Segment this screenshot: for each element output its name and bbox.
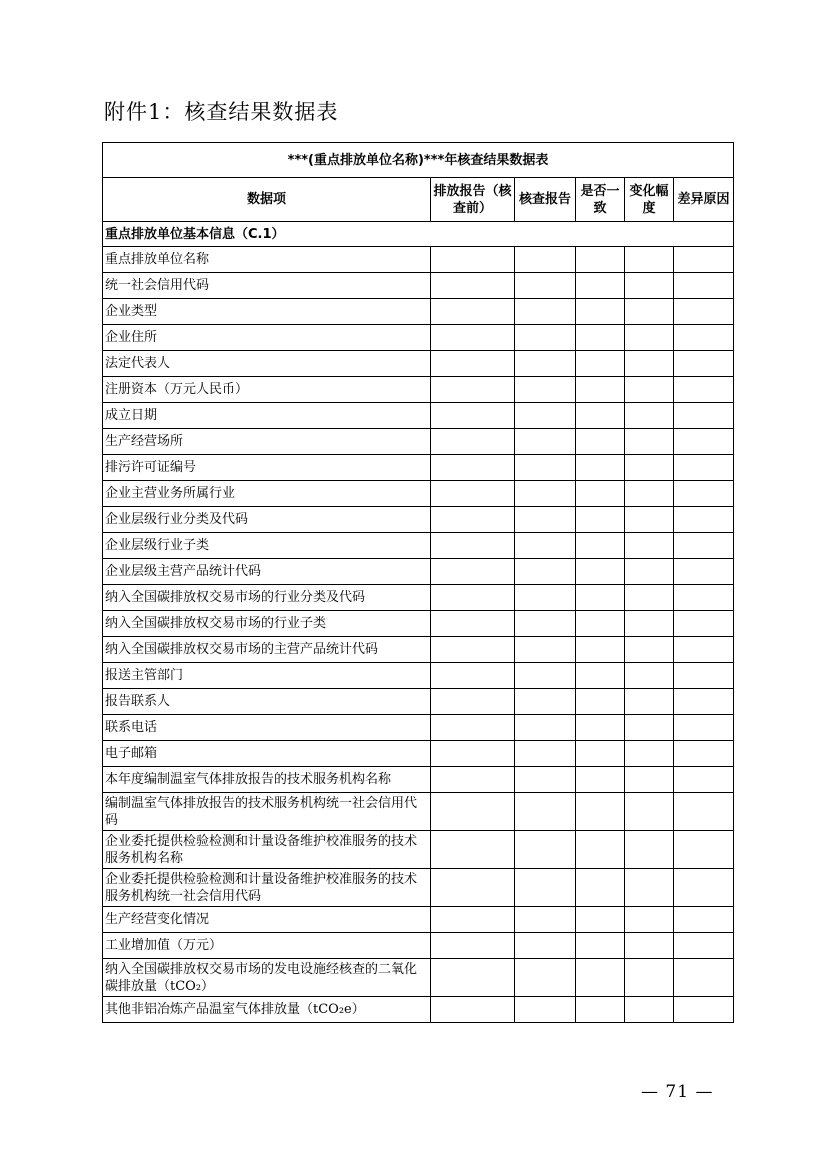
cell-check-report[interactable] — [515, 933, 576, 959]
table-row — [103, 637, 734, 663]
row-label: 纳入全国碳排放权交易市场的行业分类及代码 — [103, 585, 431, 611]
cell-consistent[interactable] — [576, 715, 625, 741]
cell-change[interactable] — [625, 767, 674, 793]
cell-reason[interactable] — [674, 273, 734, 299]
cell-reason[interactable] — [674, 933, 734, 959]
cell-report-before[interactable] — [431, 429, 515, 455]
cell-change[interactable] — [625, 715, 674, 741]
row-label: 排污许可证编号 — [103, 455, 431, 481]
table-row — [103, 611, 734, 637]
cell-report-before[interactable] — [431, 611, 515, 637]
table-row — [103, 715, 734, 741]
row-label: 其他非铝冶炼产品温室气体排放量（tCO₂e） — [103, 997, 431, 1023]
cell-reason[interactable] — [674, 907, 734, 933]
cell-check-report[interactable] — [515, 273, 576, 299]
cell-check-report[interactable] — [515, 585, 576, 611]
row-label: 报告联系人 — [103, 689, 431, 715]
cell-consistent[interactable] — [576, 689, 625, 715]
cell-reason[interactable] — [674, 585, 734, 611]
cell-check-report[interactable] — [515, 403, 576, 429]
row-label: 生产经营变化情况 — [103, 907, 431, 933]
cell-consistent[interactable] — [576, 663, 625, 689]
cell-change[interactable] — [625, 793, 674, 831]
cell-reason[interactable] — [674, 869, 734, 907]
row-label: 企业委托提供检验检测和计量设备维护校准服务的技术服务机构名称 — [103, 831, 431, 869]
table-row — [103, 481, 734, 507]
cell-consistent[interactable] — [576, 481, 625, 507]
cell-check-report[interactable] — [515, 663, 576, 689]
header-check-report: 核查报告 — [515, 178, 576, 222]
table-row — [103, 325, 734, 351]
row-label: 电子邮箱 — [103, 741, 431, 767]
cell-reason[interactable] — [674, 793, 734, 831]
cell-consistent[interactable] — [576, 831, 625, 869]
cell-reason[interactable] — [674, 351, 734, 377]
cell-report-before[interactable] — [431, 247, 515, 273]
table-row — [103, 793, 734, 831]
cell-reason[interactable] — [674, 741, 734, 767]
cell-report-before[interactable] — [431, 533, 515, 559]
row-label: 企业层级行业子类 — [103, 533, 431, 559]
cell-consistent[interactable] — [576, 455, 625, 481]
cell-consistent[interactable] — [576, 299, 625, 325]
table-row — [103, 767, 734, 793]
cell-check-report[interactable] — [515, 715, 576, 741]
table-row — [103, 869, 734, 907]
row-label: 成立日期 — [103, 403, 431, 429]
cell-consistent[interactable] — [576, 325, 625, 351]
cell-reason[interactable] — [674, 507, 734, 533]
cell-consistent[interactable] — [576, 793, 625, 831]
cell-change[interactable] — [625, 611, 674, 637]
cell-report-before[interactable] — [431, 831, 515, 869]
cell-consistent[interactable] — [576, 429, 625, 455]
cell-consistent[interactable] — [576, 933, 625, 959]
table-row — [103, 997, 734, 1023]
cell-reason[interactable] — [674, 689, 734, 715]
row-label: 企业委托提供检验检测和计量设备维护校准服务的技术服务机构统一社会信用代码 — [103, 869, 431, 907]
cell-check-report[interactable] — [515, 869, 576, 907]
cell-report-before[interactable] — [431, 403, 515, 429]
cell-check-report[interactable] — [515, 299, 576, 325]
cell-change[interactable] — [625, 741, 674, 767]
table-row — [103, 429, 734, 455]
cell-consistent[interactable] — [576, 507, 625, 533]
table-row — [103, 585, 734, 611]
cell-change[interactable] — [625, 403, 674, 429]
cell-report-before[interactable] — [431, 715, 515, 741]
cell-reason[interactable] — [674, 959, 734, 997]
cell-change[interactable] — [625, 663, 674, 689]
cell-check-report[interactable] — [515, 637, 576, 663]
cell-report-before[interactable] — [431, 377, 515, 403]
row-label: 纳入全国碳排放权交易市场的行业子类 — [103, 611, 431, 637]
cell-change[interactable] — [625, 933, 674, 959]
header-report-before: 排放报告（核查前） — [431, 178, 515, 222]
cell-reason[interactable] — [674, 767, 734, 793]
cell-consistent[interactable] — [576, 741, 625, 767]
cell-report-before[interactable] — [431, 997, 515, 1023]
result-data-table — [102, 142, 734, 1023]
cell-check-report[interactable] — [515, 831, 576, 869]
cell-report-before[interactable] — [431, 585, 515, 611]
row-label: 联系电话 — [103, 715, 431, 741]
cell-change[interactable] — [625, 247, 674, 273]
row-label: 企业层级主营产品统计代码 — [103, 559, 431, 585]
cell-consistent[interactable] — [576, 997, 625, 1023]
cell-change[interactable] — [625, 907, 674, 933]
cell-reason[interactable] — [674, 831, 734, 869]
cell-report-before[interactable] — [431, 689, 515, 715]
cell-change[interactable] — [625, 273, 674, 299]
row-label: 工业增加值（万元） — [103, 933, 431, 959]
table-row — [103, 689, 734, 715]
table-row — [103, 507, 734, 533]
cell-change[interactable] — [625, 325, 674, 351]
cell-report-before[interactable] — [431, 663, 515, 689]
table-row — [103, 959, 734, 997]
cell-reason[interactable] — [674, 299, 734, 325]
row-label: 企业层级行业分类及代码 — [103, 507, 431, 533]
table-row — [103, 907, 734, 933]
row-label: 报送主管部门 — [103, 663, 431, 689]
cell-reason[interactable] — [674, 715, 734, 741]
cell-consistent[interactable] — [576, 559, 625, 585]
cell-change[interactable] — [625, 533, 674, 559]
table-row — [103, 299, 734, 325]
cell-report-before[interactable] — [431, 907, 515, 933]
cell-report-before[interactable] — [431, 933, 515, 959]
cell-reason[interactable] — [674, 637, 734, 663]
cell-check-report[interactable] — [515, 455, 576, 481]
row-label: 统一社会信用代码 — [103, 273, 431, 299]
cell-check-report[interactable] — [515, 351, 576, 377]
cell-report-before[interactable] — [431, 637, 515, 663]
cell-consistent[interactable] — [576, 585, 625, 611]
header-consistent: 是否一致 — [576, 178, 625, 222]
cell-reason[interactable] — [674, 559, 734, 585]
cell-report-before[interactable] — [431, 559, 515, 585]
cell-check-report[interactable] — [515, 533, 576, 559]
row-label: 注册资本（万元人民币） — [103, 377, 431, 403]
section-heading: 重点排放单位基本信息（C.1） — [103, 222, 734, 247]
row-label: 法定代表人 — [103, 351, 431, 377]
cell-report-before[interactable] — [431, 299, 515, 325]
cell-change[interactable] — [625, 429, 674, 455]
row-label: 企业类型 — [103, 299, 431, 325]
table-body — [103, 247, 734, 1023]
cell-change[interactable] — [625, 455, 674, 481]
cell-report-before[interactable] — [431, 959, 515, 997]
table-row — [103, 663, 734, 689]
cell-check-report[interactable] — [515, 793, 576, 831]
cell-change[interactable] — [625, 869, 674, 907]
cell-change[interactable] — [625, 585, 674, 611]
cell-report-before[interactable] — [431, 481, 515, 507]
row-label: 纳入全国碳排放权交易市场的主营产品统计代码 — [103, 637, 431, 663]
cell-change[interactable] — [625, 377, 674, 403]
cell-reason[interactable] — [674, 611, 734, 637]
cell-check-report[interactable] — [515, 377, 576, 403]
cell-report-before[interactable] — [431, 869, 515, 907]
row-label: 企业住所 — [103, 325, 431, 351]
cell-consistent[interactable] — [576, 959, 625, 997]
cell-report-before[interactable] — [431, 325, 515, 351]
cell-reason[interactable] — [674, 377, 734, 403]
table-row — [103, 455, 734, 481]
cell-consistent[interactable] — [576, 767, 625, 793]
table-row — [103, 351, 734, 377]
cell-consistent[interactable] — [576, 869, 625, 907]
cell-check-report[interactable] — [515, 997, 576, 1023]
cell-check-report[interactable] — [515, 611, 576, 637]
row-label: 重点排放单位名称 — [103, 247, 431, 273]
row-label: 编制温室气体排放报告的技术服务机构统一社会信用代码 — [103, 793, 431, 831]
cell-reason[interactable] — [674, 997, 734, 1023]
row-label: 企业主营业务所属行业 — [103, 481, 431, 507]
cell-consistent[interactable] — [576, 377, 625, 403]
cell-consistent[interactable] — [576, 637, 625, 663]
cell-change[interactable] — [625, 831, 674, 869]
cell-reason[interactable] — [674, 403, 734, 429]
cell-change[interactable] — [625, 959, 674, 997]
cell-change[interactable] — [625, 299, 674, 325]
cell-change[interactable] — [625, 689, 674, 715]
row-label: 本年度编制温室气体排放报告的技术服务机构名称 — [103, 767, 431, 793]
cell-check-report[interactable] — [515, 959, 576, 997]
page-number: — 71 — — [641, 1082, 714, 1102]
cell-consistent[interactable] — [576, 611, 625, 637]
header-change: 变化幅度 — [625, 178, 674, 222]
page-heading: 附件1：核查结果数据表 — [104, 100, 339, 124]
table-row — [103, 831, 734, 869]
cell-reason[interactable] — [674, 247, 734, 273]
table-row — [103, 533, 734, 559]
cell-reason[interactable] — [674, 429, 734, 455]
table-row — [103, 741, 734, 767]
cell-consistent[interactable] — [576, 907, 625, 933]
cell-consistent[interactable] — [576, 351, 625, 377]
cell-check-report[interactable] — [515, 559, 576, 585]
cell-check-report[interactable] — [515, 767, 576, 793]
cell-reason[interactable] — [674, 481, 734, 507]
cell-report-before[interactable] — [431, 767, 515, 793]
table-row — [103, 933, 734, 959]
row-label: 生产经营场所 — [103, 429, 431, 455]
cell-check-report[interactable] — [515, 481, 576, 507]
cell-check-report[interactable] — [515, 689, 576, 715]
cell-report-before[interactable] — [431, 507, 515, 533]
cell-report-before[interactable] — [431, 793, 515, 831]
table-row — [103, 559, 734, 585]
cell-report-before[interactable] — [431, 455, 515, 481]
cell-consistent[interactable] — [576, 247, 625, 273]
cell-change[interactable] — [625, 997, 674, 1023]
cell-check-report[interactable] — [515, 907, 576, 933]
cell-report-before[interactable] — [431, 273, 515, 299]
cell-check-report[interactable] — [515, 741, 576, 767]
cell-reason[interactable] — [674, 325, 734, 351]
table-row — [103, 377, 734, 403]
cell-report-before[interactable] — [431, 741, 515, 767]
cell-check-report[interactable] — [515, 325, 576, 351]
cell-check-report[interactable] — [515, 247, 576, 273]
cell-consistent[interactable] — [576, 273, 625, 299]
cell-change[interactable] — [625, 559, 674, 585]
cell-check-report[interactable] — [515, 507, 576, 533]
header-item: 数据项 — [103, 178, 431, 222]
table-row — [103, 273, 734, 299]
header-reason: 差异原因 — [674, 178, 734, 222]
table-row — [103, 247, 734, 273]
cell-change[interactable] — [625, 481, 674, 507]
cell-reason[interactable] — [674, 663, 734, 689]
cell-change[interactable] — [625, 507, 674, 533]
cell-report-before[interactable] — [431, 351, 515, 377]
table-row — [103, 403, 734, 429]
cell-consistent[interactable] — [576, 403, 625, 429]
row-label: 纳入全国碳排放权交易市场的发电设施经核查的二氧化碳排放量（tCO₂） — [103, 959, 431, 997]
table-title: ***(重点排放单位名称)***年核查结果数据表 — [103, 143, 734, 178]
cell-change[interactable] — [625, 637, 674, 663]
cell-reason[interactable] — [674, 533, 734, 559]
cell-change[interactable] — [625, 351, 674, 377]
cell-check-report[interactable] — [515, 429, 576, 455]
cell-consistent[interactable] — [576, 533, 625, 559]
cell-reason[interactable] — [674, 455, 734, 481]
